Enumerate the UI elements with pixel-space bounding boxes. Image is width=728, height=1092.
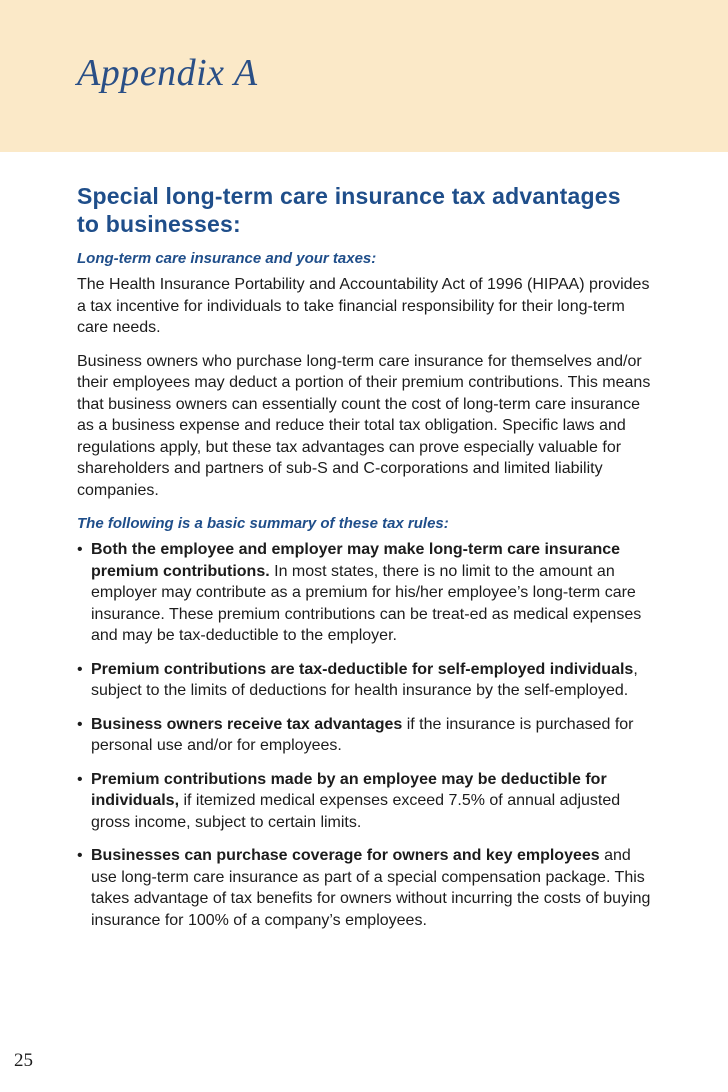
list-item — [77, 714, 657, 757]
bullet-icon: • — [77, 770, 83, 788]
tax-rules-list — [77, 539, 657, 931]
header-band — [0, 0, 728, 152]
appendix-title: Appendix A — [77, 52, 258, 94]
list-item-bold: Both the employee and employer may make long-term care insurance premium contributions. — [91, 541, 621, 580]
list-item-bold: Businesses can purchase coverage for owners and key employees — [91, 847, 600, 864]
paragraph-hipaa: The Health Insurance Portability and Accountability Act of 1996 (HIPAA) provides a tax incentive for individuals to take financial responsibility for their long-term care needs. — [77, 276, 650, 336]
bullet-icon: • — [77, 847, 83, 864]
page-number: 25 — [14, 1050, 33, 1071]
section-heading-line-2: to businesses: — [77, 211, 241, 237]
list-item — [77, 769, 657, 834]
main-content — [77, 182, 657, 943]
list-item-text: if itemized medical expenses exceed 7.5% of annual adjusted gross income, subject to certain limits. — [91, 792, 621, 831]
list-item-text: , subject to the limits of deductions for health insurance by the self-employed. — [91, 660, 638, 699]
subheading-summary: The following is a basic summary of these tax rules: — [77, 515, 449, 532]
list-item — [77, 845, 657, 931]
bullet-icon: • — [77, 715, 83, 733]
list-item-text: and use long-term care insurance as part of a special compensation package. This takes advantage of tax benefits for owners without incurring the costs of buying insurance for 100% of a company’s employees. — [91, 847, 651, 929]
list-item-text: In most states, there is no limit to the amount an employer may contribute as a premium for his/her employee’s long-term care insurance. These premium contributions can be treat-ed as medical expenses and may be tax-deductible to the employer. — [91, 562, 642, 644]
bullet-icon: • — [77, 660, 83, 678]
list-item-bold: Business owners receive tax advantages — [91, 715, 403, 733]
list-item-bold: Premium contributions made by an employee may be deductible for individuals, — [91, 770, 607, 809]
subheading-taxes: Long-term care insurance and your taxes: — [77, 250, 377, 267]
list-item — [77, 539, 657, 647]
list-item-text: if the insurance is purchased for personal use and/or for employees. — [91, 715, 634, 754]
bullet-icon: • — [77, 541, 83, 558]
list-item — [77, 659, 657, 702]
paragraph-business-owners: Business owners who purchase long-term care insurance for themselves and/or their employees may deduct a portion of their premium contributions. This means that business owners can essentially count the cost of long-term care insurance as a business expense and reduce their total tax obligation. Specific laws and regulations apply, but these tax advantages can prove especially valuable for shareholders and partners of sub-S and C-corporations and limited liability companies. — [77, 352, 651, 499]
section-heading-line-1: Special long-term care insurance tax advantages — [77, 183, 621, 209]
section-heading — [77, 182, 657, 238]
list-item-bold: Premium contributions are tax-deductible for self-employed individuals — [91, 660, 634, 678]
